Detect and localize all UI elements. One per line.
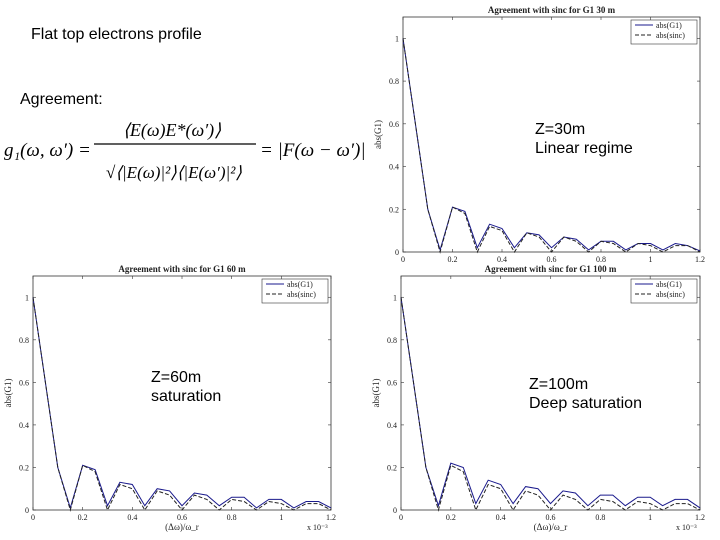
y-axis-label: abs(G1) [3,378,13,408]
y-tick-label: 0 [393,506,397,515]
slide-title: Flat top electrons profile [31,26,202,43]
y-tick-label: 0 [395,248,399,257]
y-axis-label: abs(G1) [373,120,383,149]
y-tick-label: 0.4 [19,420,29,430]
formula-numerator: ⟨E(ω)E*(ω′)⟩ [122,120,222,140]
y-tick-label: 0.2 [387,463,397,473]
annotation-30m-line2: Linear regime [535,140,633,157]
x-tick-label: 0.6 [177,513,187,522]
legend-label: abs(sinc) [287,290,316,299]
agreement-label: Agreement: [20,91,103,108]
legend-label: abs(G1) [656,21,682,30]
annotation-60m [151,368,221,406]
x-tick-label: 0.8 [595,513,606,522]
x-tick-label: 1 [279,513,284,522]
y-tick-label: 0.8 [389,77,399,87]
chart-title: Agreement with sinc for G1 60 m [118,264,246,274]
y-tick-label: 1 [395,34,399,44]
annotation-100m [529,375,642,413]
chart-title: Agreement with sinc for G1 100 m [484,264,617,274]
chart-title: Agreement with sinc for G1 30 m [487,5,616,15]
x-tick-label: 1 [648,255,653,264]
x-axis-multiplier: x 10⁻³ [307,523,328,532]
x-axis-label: (Δω)/ω_r [533,522,568,532]
y-tick-label: 0.6 [387,378,397,388]
y-tick-label: 0.6 [389,119,399,129]
x-tick-label: 0.6 [545,513,556,522]
annotation-30m-line1: Z=30m [535,121,586,138]
x-tick-label: 1.2 [695,513,705,522]
x-tick-label: 1.2 [326,513,336,522]
y-tick-label: 1 [25,293,29,303]
legend-label: abs(G1) [287,280,313,289]
legend-label: abs(sinc) [656,290,685,299]
formula-rhs: = |F(ω − ω′)| [260,140,366,161]
y-tick-label: 0.2 [389,205,399,215]
x-tick-label: 0 [401,255,405,264]
y-tick-label: 1 [393,293,397,303]
x-axis-label: (Δω)/ω_r [165,522,199,532]
x-tick-label: 0.4 [497,255,507,264]
formula-lhs: g₁(ω, ω′) = [4,140,91,161]
y-tick-label: 0.4 [387,420,397,430]
y-tick-label: 0.8 [19,335,29,345]
y-tick-label: 0.6 [19,378,29,388]
annotation-30m [535,120,633,158]
x-tick-label: 0.6 [546,255,557,264]
annotation-100m-line1: Z=100m [529,376,589,393]
y-axis-label: abs(G1) [371,378,381,408]
y-tick-label: 0.2 [19,463,29,473]
annotation-100m-line2: Deep saturation [529,395,642,412]
x-tick-label: 0.2 [445,513,456,522]
x-tick-label: 0.4 [127,513,138,522]
x-tick-label: 1 [648,513,653,522]
y-tick-label: 0.8 [387,335,397,345]
y-tick-label: 0 [25,506,29,515]
x-tick-label: 1.2 [695,255,705,264]
x-tick-label: 0.2 [447,255,458,264]
x-tick-label: 0 [399,513,403,522]
x-tick-label: 0.8 [596,255,606,264]
y-tick-label: 0.4 [389,162,399,172]
coherence-formula [2,112,372,190]
annotation-60m-line1: Z=60m [151,369,202,386]
legend-label: abs(G1) [656,280,682,289]
annotation-60m-line2: saturation [151,388,222,405]
x-tick-label: 0.2 [77,513,88,522]
legend-label: abs(sinc) [656,31,685,40]
x-axis-multiplier: x 10⁻³ [676,523,697,532]
x-tick-label: 0.4 [495,513,506,522]
x-tick-label: 0 [31,513,35,522]
formula-denominator: √⟨|E(ω)|²⟩⟨|E(ω′)|²⟩ [106,163,242,182]
x-tick-label: 0.8 [226,513,237,522]
